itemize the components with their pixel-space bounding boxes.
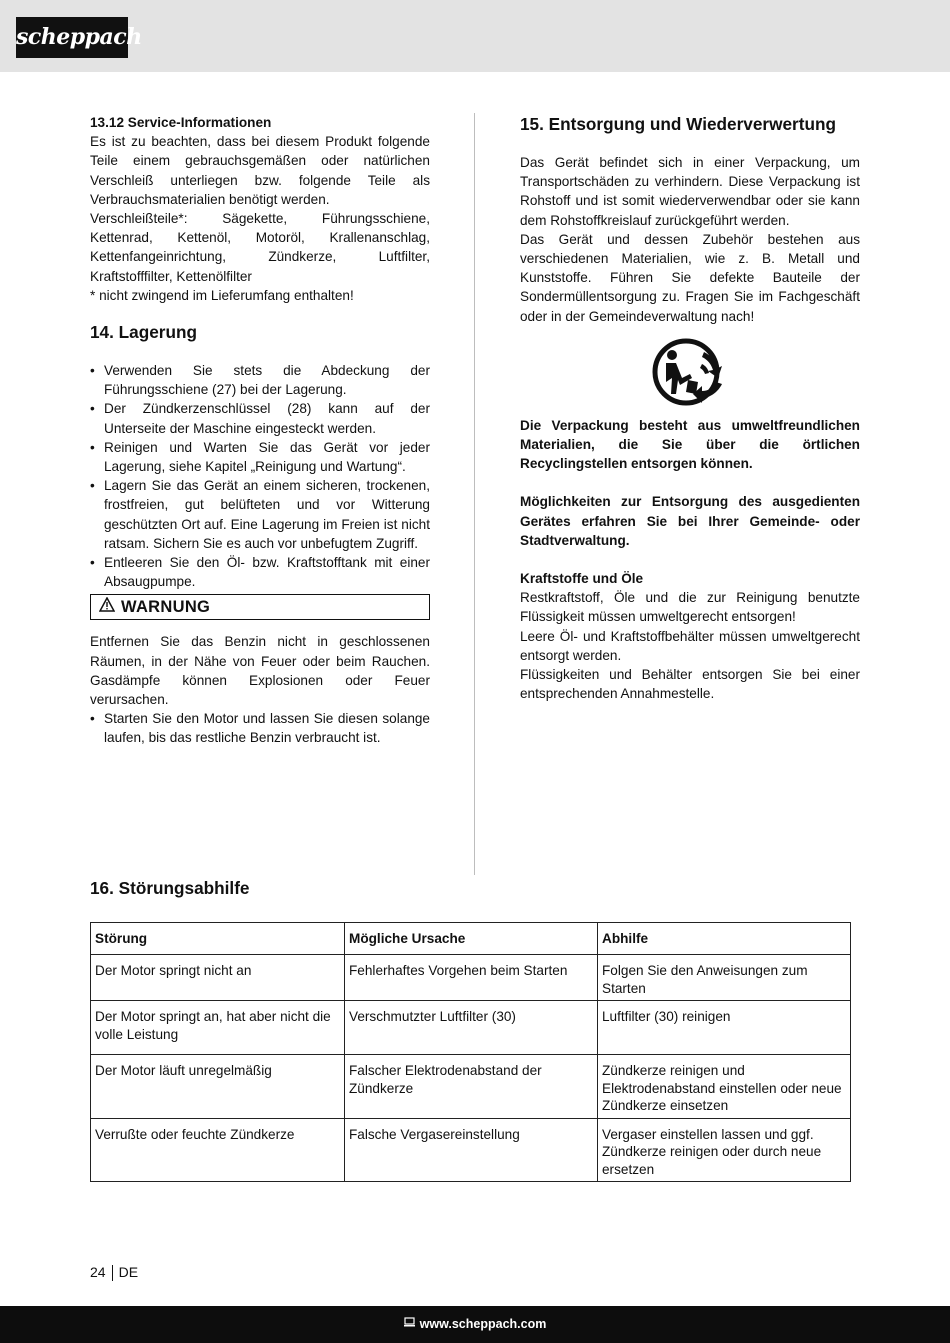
table-cell: Der Motor springt an, hat aber nicht die volle Leistung (91, 1001, 345, 1055)
fuels-paragraph-3: Flüssigkeiten und Behälter entsorgen Sie bei einer entsprechenden Annahmestelle. (520, 667, 860, 702)
table-header-row (91, 923, 851, 955)
table-cell: Luftfilter (30) reinigen (598, 1001, 851, 1055)
column-header: Abhilfe (598, 923, 851, 955)
list-item: • Reinigen und Warten Sie das Gerät vor jeder Lagerung, siehe Kapitel „Reinigung und Wartung“. (90, 438, 430, 476)
table-cell: Falscher Elektrodenabstand der Zündkerze (345, 1055, 598, 1119)
right-column (520, 113, 860, 703)
fuels-paragraph-2: Leere Öl- und Kraftstoffbehälter müssen umweltgerecht entsorgt werden. (520, 628, 860, 663)
column-header: Störung (91, 923, 345, 955)
list-item: • Der Zündkerzenschlüssel (28) kann auf der Unterseite der Maschine eingesteckt werden. (90, 399, 430, 437)
warning-box (90, 594, 430, 620)
table-cell: Falsche Vergasereinstellung (345, 1118, 598, 1182)
table-row (91, 1055, 851, 1119)
computer-icon (404, 1315, 415, 1334)
column-header: Mögliche Ursache (345, 923, 598, 955)
bold-disposal-paragraph: Möglichkeiten zur Entsorgung des ausgedienten Gerätes erfahren Sie bei Ihrer Gemeinde- oder Stadtverwaltung. (520, 494, 860, 548)
table-cell: Der Motor läuft unregelmäßig (91, 1055, 345, 1119)
table-cell: Folgen Sie den Anweisungen zum Starten (598, 955, 851, 1001)
language-code: DE (118, 1264, 139, 1280)
list-item: • Verwenden Sie stets die Abdeckung der Führungsschiene (27) bei der Lagerung. (90, 361, 430, 399)
materials-paragraph: Das Gerät und dessen Zubehör bestehen aus verschiedenen Materialien, wie z. B. Metall und Kunststoffe. Führen Sie defekte Bauteile der Sondermüllentsorgung zu. Fragen Sie im Fachgeschäft oder in der Gemeindeverwaltung nach! (520, 231, 860, 324)
header-bar (0, 0, 950, 72)
list-item: • Starten Sie den Motor und lassen Sie diesen solange laufen, bis das restliche Benzin verbraucht ist. (90, 709, 430, 747)
packaging-paragraph: Das Gerät befindet sich in einer Verpackung, um Transportschäden zu verhindern. Diese Verpackung ist Rohstoff und ist somit wiederverwendbar oder sie kann dem Rohstoffkreislauf zurückgeführt werden. (520, 155, 860, 228)
table-row (91, 1118, 851, 1182)
scheppach-logo: scheppach (16, 17, 128, 58)
section-15-title: 15. Entsorgung und Wiederverwertung (520, 114, 836, 134)
section-14-title: 14. Lagerung (90, 322, 197, 343)
column-divider (474, 113, 475, 875)
list-item: • Entleeren Sie den Öl- bzw. Kraftstofftank mit einer Absaugpumpe. (90, 553, 430, 591)
troubleshooting-table (90, 922, 851, 1182)
table-cell: Zündkerze reinigen und Elektrodenabstand einstellen oder neue Zündkerze einsetzen (598, 1055, 851, 1119)
website-link[interactable]: www.scheppach.com (419, 1316, 547, 1331)
table-cell: Fehlerhaftes Vorgehen beim Starten (345, 955, 598, 1001)
list-item: • Lagern Sie das Gerät an einem sicheren, trockenen, frostfreien, gut belüfteten und vor Witterung geschützten Ort auf. Eine Lagerung im Freien ist nicht ratsam. Sichern Sie es auch vor unbefugtem Zugriff. (90, 476, 430, 553)
section-16-title: 16. Störungsabhilfe (90, 878, 250, 898)
section-13-12-title: 13.12 Service-Informationen (90, 115, 272, 130)
storage-list (90, 361, 430, 591)
service-info-paragraph: Es ist zu beachten, dass bei diesem Produkt folgende Teile einem gebrauchsgemäßen oder natürlichen Verschleiß unterliegen bzw. folgende Teile als Verbrauchsmaterialien benötigt werden. (90, 134, 430, 207)
footnote-paragraph: * nicht zwingend im Lieferumfang enthalten! (90, 287, 354, 303)
table-cell: Verrußte oder feuchte Zündkerze (91, 1118, 345, 1182)
table-cell: Vergaser einstellen lassen und ggf. Zündkerze reinigen oder durch neue ersetzen (598, 1118, 851, 1182)
table-row (91, 955, 851, 1001)
footer-bar (0, 1306, 950, 1343)
left-column (90, 113, 430, 748)
table-cell: Verschmutzter Luftfilter (30) (345, 1001, 598, 1055)
page-number-value: 24 (90, 1264, 106, 1280)
fuels-title: Kraftstoffe und Öle (520, 571, 644, 587)
tidyman-recycle-icon (652, 338, 728, 406)
warning-list (90, 709, 430, 747)
warning-paragraph: Entfernen Sie das Benzin nicht in geschlossenen Räumen, in der Nähe von Feuer oder beim Rauchen. Gasdämpfe können Explosionen oder Feuer verursachen. (90, 634, 430, 708)
fuels-paragraph-1: Restkraftstoff, Öle und die zur Reinigung benutzte Flüssigkeit müssen umweltgerecht entsorgen! (520, 590, 860, 625)
bold-recycling-paragraph: Die Verpackung besteht aus umweltfreundlichen Materialien, die Sie über die örtlichen Recyclingstellen entsorgen können. (520, 417, 860, 472)
table-row (91, 1001, 851, 1055)
page-number (90, 1263, 138, 1282)
warning-label: WARNUNG (121, 597, 211, 616)
table-cell: Der Motor springt nicht an (91, 955, 345, 1001)
warning-triangle-icon (99, 597, 115, 618)
page-separator (112, 1265, 113, 1281)
wear-parts-paragraph: Verschleißteile*: Sägekette, Führungsschiene, Kettenrad, Kettenöl, Motoröl, Krallenanschlag, Kettenfangeinrichtung, Zündkerze, Luftfilter, Kraftstofffilter, Kettenölfilter (90, 211, 430, 284)
